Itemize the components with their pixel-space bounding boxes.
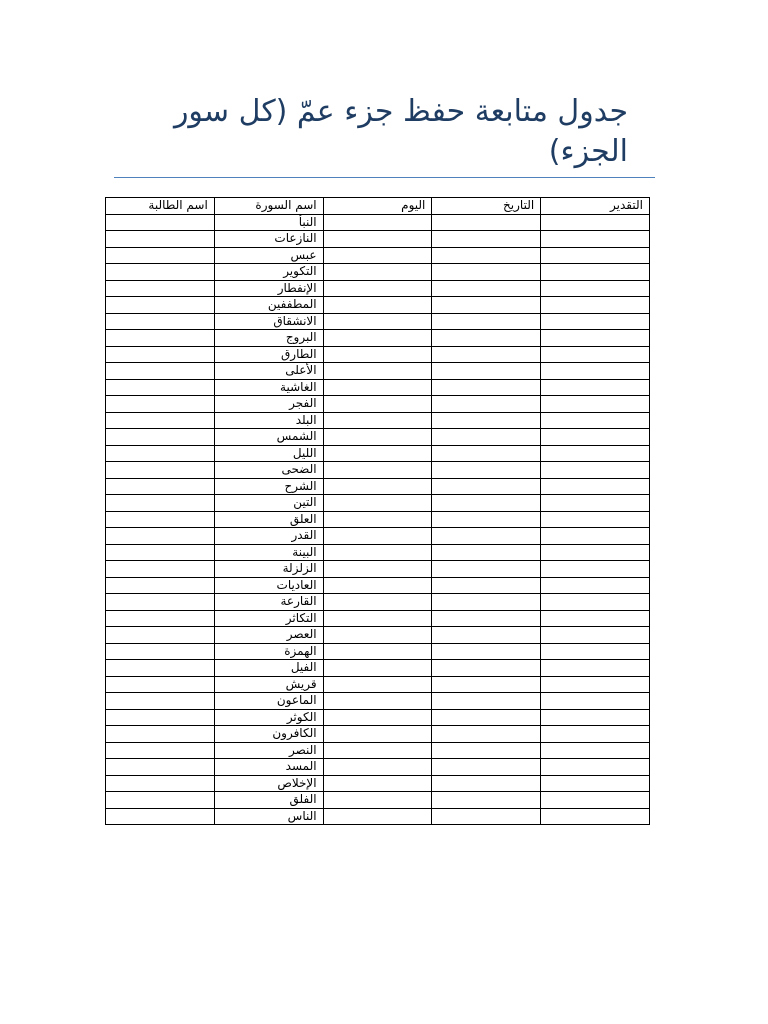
table-row <box>106 660 650 677</box>
table-row <box>106 742 650 759</box>
date-cell[interactable] <box>432 445 541 462</box>
table-row <box>106 808 650 825</box>
table-row <box>106 231 650 248</box>
student-name-cell[interactable] <box>106 478 215 495</box>
student-name-cell[interactable] <box>106 709 215 726</box>
day-cell[interactable] <box>323 396 432 413</box>
date-cell[interactable] <box>432 676 541 693</box>
table-row <box>106 412 650 429</box>
day-cell[interactable] <box>323 445 432 462</box>
date-cell[interactable] <box>432 693 541 710</box>
grade-cell[interactable] <box>541 528 650 545</box>
grade-cell[interactable] <box>541 346 650 363</box>
date-cell[interactable] <box>432 726 541 743</box>
grade-cell[interactable] <box>541 462 650 479</box>
page-title: جدول متابعة حفظ جزء عمّ (كل سور الجزء) <box>173 94 628 169</box>
table-row <box>106 313 650 330</box>
day-cell[interactable] <box>323 643 432 660</box>
grade-cell[interactable] <box>541 231 650 248</box>
grade-cell[interactable] <box>541 726 650 743</box>
student-name-cell[interactable] <box>106 643 215 660</box>
day-cell[interactable] <box>323 742 432 759</box>
grade-cell[interactable] <box>541 495 650 512</box>
date-cell[interactable] <box>432 759 541 776</box>
date-cell[interactable] <box>432 264 541 281</box>
surah-name-cell: قريش <box>214 676 323 693</box>
table-row <box>106 462 650 479</box>
student-name-cell[interactable] <box>106 693 215 710</box>
header-day: اليوم <box>323 198 432 215</box>
surah-name-cell: العاديات <box>214 577 323 594</box>
date-cell[interactable] <box>432 495 541 512</box>
grade-cell[interactable] <box>541 759 650 776</box>
date-cell[interactable] <box>432 363 541 380</box>
table-row <box>106 792 650 809</box>
date-cell[interactable] <box>432 231 541 248</box>
surah-name-cell: القارعة <box>214 594 323 611</box>
date-cell[interactable] <box>432 808 541 825</box>
surah-name-cell: عبس <box>214 247 323 264</box>
date-cell[interactable] <box>432 379 541 396</box>
student-name-cell[interactable] <box>106 792 215 809</box>
surah-name-cell: النازعات <box>214 231 323 248</box>
surah-name-cell: المطففين <box>214 297 323 314</box>
date-cell[interactable] <box>432 643 541 660</box>
title-underline <box>114 177 655 178</box>
grade-cell[interactable] <box>541 247 650 264</box>
surah-name-cell: البلد <box>214 412 323 429</box>
table-row <box>106 693 650 710</box>
table-row <box>106 247 650 264</box>
day-cell[interactable] <box>323 231 432 248</box>
day-cell[interactable] <box>323 594 432 611</box>
grade-cell[interactable] <box>541 660 650 677</box>
day-cell[interactable] <box>323 379 432 396</box>
table-row <box>106 214 650 231</box>
student-name-cell[interactable] <box>106 280 215 297</box>
table-row <box>106 775 650 792</box>
surah-name-cell: القدر <box>214 528 323 545</box>
grade-cell[interactable] <box>541 544 650 561</box>
day-cell[interactable] <box>323 808 432 825</box>
date-cell[interactable] <box>432 792 541 809</box>
day-cell[interactable] <box>323 759 432 776</box>
student-name-cell[interactable] <box>106 379 215 396</box>
day-cell[interactable] <box>323 561 432 578</box>
grade-cell[interactable] <box>541 627 650 644</box>
day-cell[interactable] <box>323 511 432 528</box>
date-cell[interactable] <box>432 577 541 594</box>
surah-name-cell: العلق <box>214 511 323 528</box>
day-cell[interactable] <box>323 544 432 561</box>
student-name-cell[interactable] <box>106 742 215 759</box>
day-cell[interactable] <box>323 709 432 726</box>
student-name-cell[interactable] <box>106 594 215 611</box>
surah-name-cell: الطارق <box>214 346 323 363</box>
student-name-cell[interactable] <box>106 313 215 330</box>
table-row <box>106 726 650 743</box>
surah-name-cell: الفجر <box>214 396 323 413</box>
date-cell[interactable] <box>432 462 541 479</box>
surah-name-cell: البروج <box>214 330 323 347</box>
memorization-tracking-table <box>105 197 650 825</box>
surah-name-cell: البينة <box>214 544 323 561</box>
grade-cell[interactable] <box>541 313 650 330</box>
header-date: التاريخ <box>432 198 541 215</box>
table-row <box>106 330 650 347</box>
surah-name-cell: الانشقاق <box>214 313 323 330</box>
grade-cell[interactable] <box>541 643 650 660</box>
header-grade: التقدير <box>541 198 650 215</box>
student-name-cell[interactable] <box>106 396 215 413</box>
grade-cell[interactable] <box>541 396 650 413</box>
table-row <box>106 346 650 363</box>
table-row <box>106 511 650 528</box>
day-cell[interactable] <box>323 313 432 330</box>
grade-cell[interactable] <box>541 676 650 693</box>
table-row <box>106 544 650 561</box>
day-cell[interactable] <box>323 495 432 512</box>
grade-cell[interactable] <box>541 808 650 825</box>
grade-cell[interactable] <box>541 610 650 627</box>
surah-name-cell: الكوثر <box>214 709 323 726</box>
surah-name-cell: الشرح <box>214 478 323 495</box>
day-cell[interactable] <box>323 330 432 347</box>
date-cell[interactable] <box>432 775 541 792</box>
date-cell[interactable] <box>432 528 541 545</box>
student-name-cell[interactable] <box>106 759 215 776</box>
table-row <box>106 610 650 627</box>
day-cell[interactable] <box>323 693 432 710</box>
student-name-cell[interactable] <box>106 610 215 627</box>
day-cell[interactable] <box>323 528 432 545</box>
grade-cell[interactable] <box>541 297 650 314</box>
student-name-cell[interactable] <box>106 231 215 248</box>
header-student-name: اسم الطالبة <box>106 198 215 215</box>
date-cell[interactable] <box>432 544 541 561</box>
surah-name-cell: الفلق <box>214 792 323 809</box>
date-cell[interactable] <box>432 330 541 347</box>
surah-name-cell: الهمزة <box>214 643 323 660</box>
student-name-cell[interactable] <box>106 330 215 347</box>
student-name-cell[interactable] <box>106 676 215 693</box>
table-row <box>106 280 650 297</box>
student-name-cell[interactable] <box>106 775 215 792</box>
day-cell[interactable] <box>323 577 432 594</box>
grade-cell[interactable] <box>541 330 650 347</box>
table-row <box>106 478 650 495</box>
table-row <box>106 759 650 776</box>
grade-cell[interactable] <box>541 264 650 281</box>
grade-cell[interactable] <box>541 412 650 429</box>
student-name-cell[interactable] <box>106 660 215 677</box>
surah-name-cell: الماعون <box>214 693 323 710</box>
student-name-cell[interactable] <box>106 511 215 528</box>
surah-name-cell: الشمس <box>214 429 323 446</box>
student-name-cell[interactable] <box>106 726 215 743</box>
grade-cell[interactable] <box>541 577 650 594</box>
day-cell[interactable] <box>323 297 432 314</box>
student-name-cell[interactable] <box>106 462 215 479</box>
grade-cell[interactable] <box>541 709 650 726</box>
table-row <box>106 396 650 413</box>
table-row <box>106 643 650 660</box>
surah-name-cell: الناس <box>214 808 323 825</box>
day-cell[interactable] <box>323 247 432 264</box>
day-cell[interactable] <box>323 775 432 792</box>
grade-cell[interactable] <box>541 363 650 380</box>
date-cell[interactable] <box>432 313 541 330</box>
day-cell[interactable] <box>323 429 432 446</box>
day-cell[interactable] <box>323 462 432 479</box>
day-cell[interactable] <box>323 660 432 677</box>
date-cell[interactable] <box>432 478 541 495</box>
day-cell[interactable] <box>323 792 432 809</box>
student-name-cell[interactable] <box>106 412 215 429</box>
day-cell[interactable] <box>323 478 432 495</box>
student-name-cell[interactable] <box>106 214 215 231</box>
table-row <box>106 676 650 693</box>
grade-cell[interactable] <box>541 775 650 792</box>
date-cell[interactable] <box>432 709 541 726</box>
date-cell[interactable] <box>432 297 541 314</box>
surah-name-cell: التكوير <box>214 264 323 281</box>
grade-cell[interactable] <box>541 511 650 528</box>
surah-name-cell: العصر <box>214 627 323 644</box>
student-name-cell[interactable] <box>106 561 215 578</box>
grade-cell[interactable] <box>541 445 650 462</box>
day-cell[interactable] <box>323 280 432 297</box>
student-name-cell[interactable] <box>106 544 215 561</box>
grade-cell[interactable] <box>541 478 650 495</box>
table-row <box>106 495 650 512</box>
surah-name-cell: الفيل <box>214 660 323 677</box>
day-cell[interactable] <box>323 610 432 627</box>
student-name-cell[interactable] <box>106 528 215 545</box>
grade-cell[interactable] <box>541 214 650 231</box>
table-row <box>106 429 650 446</box>
student-name-cell[interactable] <box>106 445 215 462</box>
surah-name-cell: الأعلى <box>214 363 323 380</box>
day-cell[interactable] <box>323 346 432 363</box>
surah-name-cell: النبأ <box>214 214 323 231</box>
table-row <box>106 594 650 611</box>
date-cell[interactable] <box>432 247 541 264</box>
table-row <box>106 379 650 396</box>
day-cell[interactable] <box>323 363 432 380</box>
date-cell[interactable] <box>432 396 541 413</box>
day-cell[interactable] <box>323 726 432 743</box>
day-cell[interactable] <box>323 627 432 644</box>
student-name-cell[interactable] <box>106 346 215 363</box>
table-row <box>106 627 650 644</box>
grade-cell[interactable] <box>541 379 650 396</box>
student-name-cell[interactable] <box>106 429 215 446</box>
date-cell[interactable] <box>432 660 541 677</box>
surah-name-cell: الضحى <box>214 462 323 479</box>
student-name-cell[interactable] <box>106 577 215 594</box>
date-cell[interactable] <box>432 429 541 446</box>
table-row <box>106 297 650 314</box>
surah-name-cell: الكافرون <box>214 726 323 743</box>
grade-cell[interactable] <box>541 429 650 446</box>
student-name-cell[interactable] <box>106 264 215 281</box>
header-surah-name: اسم السورة <box>214 198 323 215</box>
surah-name-cell: التكاثر <box>214 610 323 627</box>
table-row <box>106 709 650 726</box>
surah-name-cell: الإخلاص <box>214 775 323 792</box>
day-cell[interactable] <box>323 676 432 693</box>
day-cell[interactable] <box>323 264 432 281</box>
table-header-row <box>106 198 650 215</box>
grade-cell[interactable] <box>541 561 650 578</box>
day-cell[interactable] <box>323 412 432 429</box>
grade-cell[interactable] <box>541 280 650 297</box>
date-cell[interactable] <box>432 594 541 611</box>
date-cell[interactable] <box>432 561 541 578</box>
grade-cell[interactable] <box>541 792 650 809</box>
date-cell[interactable] <box>432 214 541 231</box>
table-row <box>106 445 650 462</box>
student-name-cell[interactable] <box>106 627 215 644</box>
date-cell[interactable] <box>432 627 541 644</box>
surah-name-cell: الإنفطار <box>214 280 323 297</box>
student-name-cell[interactable] <box>106 808 215 825</box>
student-name-cell[interactable] <box>106 297 215 314</box>
surah-name-cell: النصر <box>214 742 323 759</box>
table-row <box>106 577 650 594</box>
date-cell[interactable] <box>432 610 541 627</box>
surah-name-cell: الزلزلة <box>214 561 323 578</box>
table-row <box>106 528 650 545</box>
day-cell[interactable] <box>323 214 432 231</box>
surah-name-cell: التين <box>214 495 323 512</box>
student-name-cell[interactable] <box>106 363 215 380</box>
table-row <box>106 363 650 380</box>
surah-name-cell: الليل <box>214 445 323 462</box>
date-cell[interactable] <box>432 346 541 363</box>
grade-cell[interactable] <box>541 594 650 611</box>
date-cell[interactable] <box>432 280 541 297</box>
date-cell[interactable] <box>432 511 541 528</box>
student-name-cell[interactable] <box>106 495 215 512</box>
table-row <box>106 561 650 578</box>
date-cell[interactable] <box>432 412 541 429</box>
surah-name-cell: الغاشية <box>214 379 323 396</box>
grade-cell[interactable] <box>541 742 650 759</box>
surah-name-cell: المسد <box>214 759 323 776</box>
date-cell[interactable] <box>432 742 541 759</box>
grade-cell[interactable] <box>541 693 650 710</box>
student-name-cell[interactable] <box>106 247 215 264</box>
table-row <box>106 264 650 281</box>
